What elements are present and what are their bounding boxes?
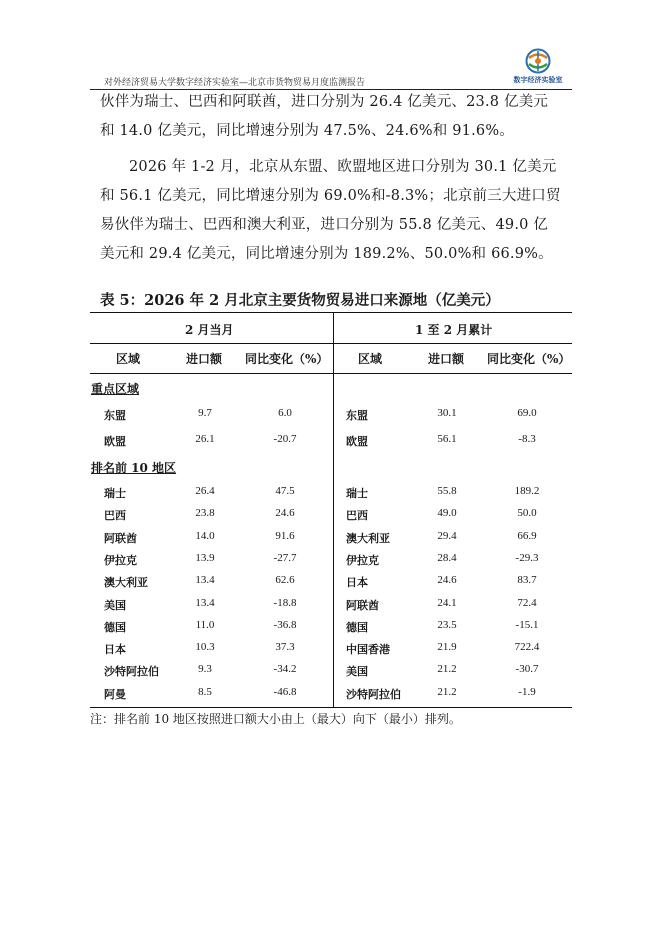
import-cell: 13.4	[195, 596, 215, 609]
column-header-change: 同比变化（%）	[487, 352, 571, 366]
region-cell: 日本	[346, 576, 368, 590]
change-cell: -46.8	[273, 685, 297, 698]
paragraph-2: 2026 年 1-2 月，北京从东盟、欧盟地区进口分别为 30.1 亿美元和 56.1 亿美元，同比增速分别为 69.0%和-8.3%；北京前三大进口贸易伙伴为瑞士、巴西和澳大利亚，进口分别为 55.8 亿美元、49.0 亿美元和 29.4 亿美元，同比增速分别为 189.2%、50.0%和 66.9%。	[100, 159, 561, 262]
region-cell: 美国	[346, 665, 368, 679]
change-cell: -30.7	[515, 663, 539, 676]
globe-logo-icon	[525, 48, 551, 74]
change-cell: 24.6	[275, 507, 295, 520]
region-cell: 东盟	[346, 409, 368, 422]
import-cell: 9.3	[198, 663, 212, 676]
paragraph-1: 伙伴为瑞士、巴西和阿联酋，进口分别为 26.4 亿美元、23.8 亿美元和 14.0 亿美元，同比增速分别为 47.5%、24.6%和 91.6%。	[100, 94, 549, 139]
region-cell: 阿联酋	[346, 598, 379, 612]
region-cell: 伊拉克	[346, 553, 379, 567]
column-header-region: 区域	[116, 352, 141, 366]
region-cell: 澳大利亚	[104, 576, 148, 590]
import-cell: 23.5	[437, 618, 457, 631]
change-cell: 91.6	[275, 529, 295, 542]
change-cell: 72.4	[517, 596, 537, 609]
column-header-change: 同比变化（%）	[245, 352, 329, 366]
region-cell: 瑞士	[346, 487, 368, 500]
import-cell: 28.4	[437, 551, 457, 564]
change-cell: 83.7	[517, 574, 537, 587]
change-cell: -34.2	[273, 663, 297, 676]
group-header-month: 2 月当月	[185, 323, 234, 337]
change-cell: -36.8	[273, 618, 297, 631]
region-cell: 巴西	[104, 509, 126, 523]
change-cell: -18.8	[273, 596, 297, 609]
change-cell: -1.9	[518, 685, 536, 698]
column-header-region: 区域	[358, 352, 383, 366]
region-cell: 日本	[104, 643, 126, 657]
import-cell: 8.5	[198, 685, 212, 698]
import-cell: 26.1	[195, 433, 215, 445]
region-cell: 阿联酋	[104, 531, 137, 545]
section-top10: 排名前 10 地区	[91, 461, 177, 475]
change-cell: 66.9	[517, 529, 537, 542]
column-header-import: 进口额	[428, 352, 465, 366]
change-cell: -29.3	[515, 551, 539, 564]
change-cell: -27.7	[273, 551, 297, 564]
change-cell: 50.0	[517, 507, 537, 520]
change-cell: 69.0	[517, 407, 537, 419]
import-cell: 23.8	[195, 507, 215, 520]
region-cell: 德国	[346, 620, 368, 634]
region-cell: 中国香港	[346, 643, 390, 657]
import-cell: 11.0	[195, 618, 215, 631]
table-note: 注：排名前 10 地区按照进口额大小由上（最大）向下（最小）排列。	[90, 712, 461, 726]
region-cell: 澳大利亚	[346, 531, 390, 545]
import-cell: 56.1	[437, 433, 457, 445]
region-cell: 欧盟	[104, 435, 126, 448]
group-header-cumulative: 1 至 2 月累计	[415, 323, 493, 337]
change-cell: 37.3	[275, 641, 295, 654]
table-rule	[90, 373, 572, 374]
import-cell: 14.0	[195, 529, 215, 542]
region-cell: 巴西	[346, 509, 368, 523]
import-cell: 49.0	[437, 507, 457, 520]
region-cell: 瑞士	[104, 487, 126, 500]
region-cell: 伊拉克	[104, 553, 137, 567]
import-cell: 21.9	[437, 641, 457, 654]
import-cell: 10.3	[195, 641, 215, 654]
change-cell: -20.7	[273, 433, 297, 445]
lab-logo	[510, 48, 566, 88]
import-cell: 9.7	[198, 407, 212, 419]
region-cell: 沙特阿拉伯	[104, 665, 159, 679]
import-cell: 29.4	[437, 529, 457, 542]
change-cell: 722.4	[514, 641, 540, 654]
change-cell: 62.6	[275, 574, 295, 587]
change-cell: 189.2	[514, 485, 540, 497]
import-cell: 30.1	[437, 407, 457, 419]
import-cell: 24.1	[437, 596, 457, 609]
region-cell: 德国	[104, 620, 126, 634]
change-cell: -8.3	[518, 433, 536, 445]
import-cell: 26.4	[195, 485, 215, 497]
import-cell: 21.2	[437, 685, 457, 698]
region-cell: 美国	[104, 598, 126, 612]
table-caption: 表 5：2026 年 2 月北京主要货物贸易进口来源地（亿美元）	[100, 292, 500, 309]
region-cell: 沙特阿拉伯	[346, 687, 401, 701]
import-cell: 13.9	[195, 551, 215, 564]
import-source-table	[90, 312, 572, 708]
table-rule	[90, 343, 572, 344]
import-cell: 13.4	[195, 574, 215, 587]
header-title: 对外经济贸易大学数字经济实验室—北京市货物贸易月度监测报告	[104, 78, 366, 88]
change-cell: 47.5	[275, 485, 295, 497]
region-cell: 阿曼	[104, 687, 126, 701]
import-cell: 21.2	[437, 663, 457, 676]
section-key-regions: 重点区域	[91, 382, 140, 396]
column-header-import: 进口额	[186, 352, 223, 366]
change-cell: -15.1	[515, 618, 539, 631]
import-cell: 24.6	[437, 574, 457, 587]
region-cell: 欧盟	[346, 435, 368, 448]
change-cell: 6.0	[278, 407, 292, 419]
logo-text: 数字经济实验室	[513, 76, 563, 84]
region-cell: 东盟	[104, 409, 126, 422]
import-cell: 55.8	[437, 485, 457, 497]
